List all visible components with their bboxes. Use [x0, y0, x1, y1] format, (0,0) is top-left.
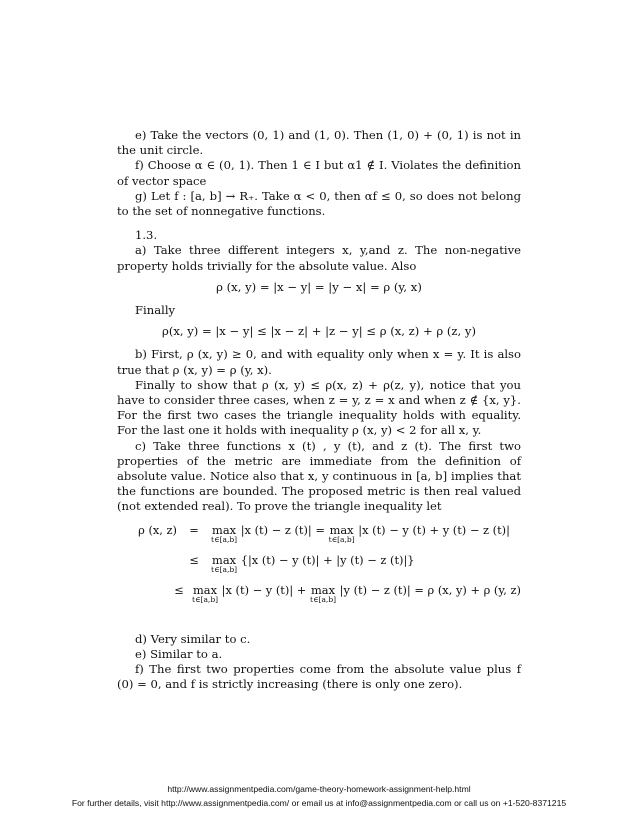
paragraph-a: a) Take three different integers x, y,and z. The non-negative property holds trivially for the absolute value. Also	[117, 243, 521, 273]
eq-term: |y (t) − z (t)| = ρ (x, y) + ρ (y, z)	[339, 582, 521, 597]
section-heading: 1.3.	[135, 228, 158, 243]
max-subscript: t∈[a,b]	[211, 534, 238, 544]
paragraph-e: e) Take the vectors (0, 1) and (1, 0). Then (1, 0) + (0, 1) is not in the unit circle.	[117, 128, 521, 158]
equation-row-1	[129, 523, 521, 553]
max-subscript: t∈[a,b]	[328, 534, 355, 544]
paragraph-g: g) Let f : [a, b] → R₊. Take α < 0, then αf ≤ 0, so does not belong to the set of nonnegative functions.	[117, 188, 521, 219]
equation-triangle: ρ(x, y) = |x − y| ≤ |x − z| + |z − y| ≤ ρ (x, z) + ρ (z, y)	[162, 324, 476, 339]
max-subscript: t∈[a,b]	[211, 564, 238, 574]
paragraph-f2: f) The first two properties come from the absolute value plus f (0) = 0, and f is strictly increasing (there is only one zero).	[117, 662, 521, 692]
max-operator: max	[310, 582, 336, 597]
max-operator: max	[329, 522, 354, 537]
eq-relation: ≤	[174, 582, 184, 597]
max-operator: max	[192, 582, 218, 597]
eq-term: |x (t) − z (t)| =	[240, 522, 325, 537]
equation-symmetry: ρ (x, y) = |x − y| = |y − x| = ρ (y, x)	[216, 279, 422, 294]
paragraph-f: f) Choose α ∈ (0, 1). Then 1 ∈ I but α1 ∉ I. Violates the definition of vector space	[117, 158, 521, 188]
max-operator: max	[212, 522, 237, 537]
paragraph-e2: e) Similar to a.	[135, 646, 223, 661]
paragraph-b2: Finally to show that ρ (x, y) ≤ ρ(x, z) + ρ(z, y), notice that you have to consider three cases, when z = y, z = x and when z ∉ {x, y}. For the first two cases the triangle inequality holds with equality. For the last one it holds with inequality ρ (x, y) < 2 for all x, y.	[117, 377, 521, 438]
footer-url[interactable]: http://www.assignmentpedia.com/game-theory-homework-assignment-help.html	[167, 784, 471, 794]
max-subscript: t∈[a,b]	[309, 594, 337, 604]
equation-row-2	[129, 553, 521, 583]
max-subscript: t∈[a,b]	[191, 594, 219, 604]
eq-term: |x (t) − y (t)| +	[221, 582, 307, 597]
paragraph-d: d) Very similar to c.	[135, 631, 251, 646]
max-operator: max	[212, 552, 237, 567]
paragraph-b1: b) First, ρ (x, y) ≥ 0, and with equality only when x = y. It is also true that ρ (x, y) = ρ (y, x).	[117, 347, 521, 377]
eq-term: |x (t) − y (t) + y (t) − z (t)|	[358, 522, 510, 537]
finally-label: Finally	[135, 303, 176, 318]
equation-array	[129, 523, 521, 613]
equation-row-3	[129, 583, 521, 613]
main-text	[117, 128, 521, 692]
eq-lhs: ρ (x, z)	[138, 522, 177, 537]
paragraph-c: c) Take three functions x (t) , y (t), and z (t). The first two properties of the metric are immediate from the definition of absolute value. Notice also that x, y continuous in [a, b] implies that the functions are bounded. The proposed metric is then real valued (not extended real). To prove the triangle inequality let	[117, 438, 521, 514]
footer-contact: For further details, visit http://www.assignmentpedia.com/ or email us at info@assignmentpedia.com or call us on +1-520-8371215	[71, 798, 567, 808]
eq-relation: ≤	[189, 552, 199, 567]
eq-relation: =	[189, 522, 199, 537]
eq-term: {|x (t) − y (t)| + |y (t) − z (t)|}	[240, 552, 415, 567]
